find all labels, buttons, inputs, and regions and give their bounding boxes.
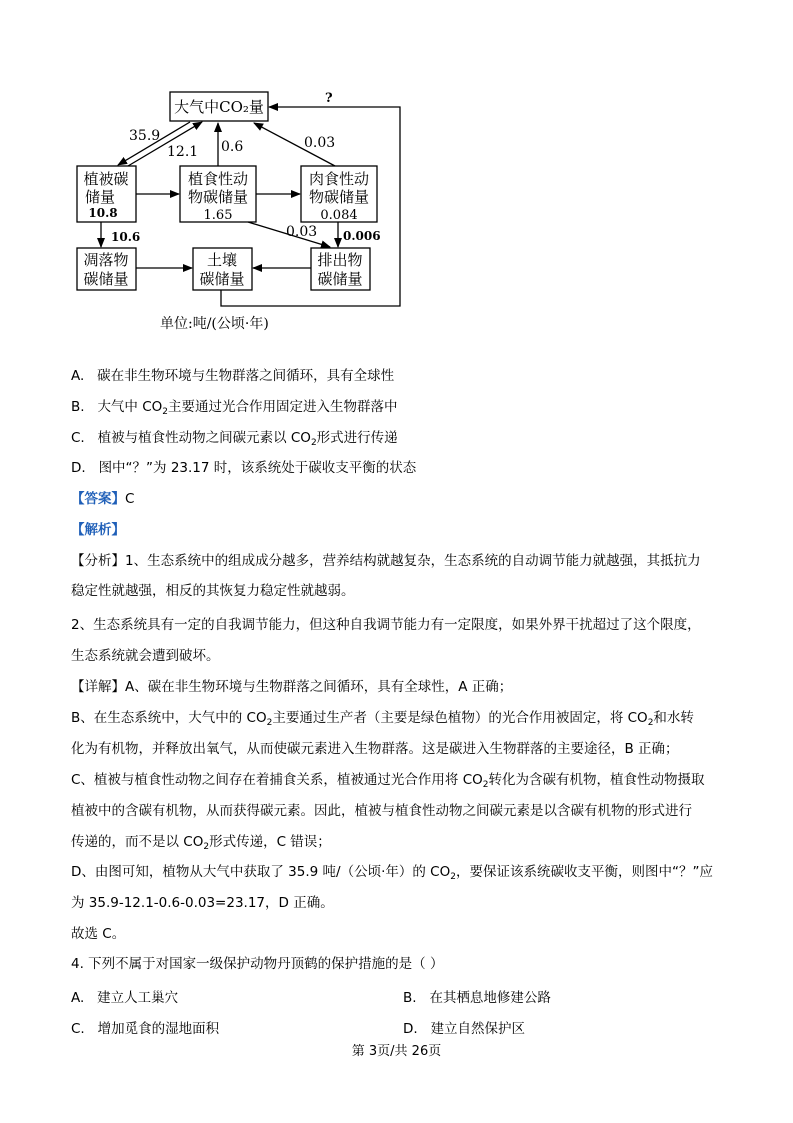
option-text-pre: 大气中 CO xyxy=(97,399,163,415)
label-plant-to-atm: 12.1 xyxy=(167,144,199,160)
analysis-line-2: 稳定性就越强，相反的其恢复力稳定性就越弱。 xyxy=(71,583,355,599)
detail-text: A、碳在非生物环境与生物群落之间循环，具有全球性，A 正确； xyxy=(125,679,513,695)
question-4-option-a xyxy=(71,986,178,1006)
analysis-text: 1、生态系统中的组成成分越多，营养结构就越复杂，生态系统的自动调节能力就越强，其抵抗力 xyxy=(125,553,701,569)
question-4-option-d xyxy=(403,1017,525,1037)
detail-line-c3 xyxy=(71,830,331,852)
subscript: 2 xyxy=(203,842,210,852)
carnivore-value: 0.084 xyxy=(320,208,358,223)
carnivore-label-line2: 物碳储量 xyxy=(308,188,370,206)
soil-label-line1: 土壤 xyxy=(206,251,238,269)
detail-line-b2: 化为有机物，并释放出氧气，从而使碳元素进入生物群落。这是碳进入生物群落的主要途径，B 正确； xyxy=(71,741,679,757)
analysis-line-4: 生态系统就会遭到破坏。 xyxy=(71,648,220,664)
detail-text: C、植被与植食性动物之间存在着捕食关系，植被通过光合作用将 CO xyxy=(71,772,483,788)
answer-tag: 【答案】 xyxy=(71,491,125,507)
detail-line-d1 xyxy=(71,860,713,882)
option-letter: D. xyxy=(71,460,86,476)
analysis-tag: 【解析】 xyxy=(71,522,125,538)
detail-text: B、在生态系统中，大气中的 CO xyxy=(71,710,267,726)
label-soil-to-atm: ? xyxy=(325,91,333,106)
label-carn-to-excreta: 0.006 xyxy=(343,229,381,243)
subscript: 2 xyxy=(266,718,273,728)
detail-text: 转化为含碳有机物，植食性动物摄取 xyxy=(488,772,705,788)
option-text: 建立人工巢穴 xyxy=(97,990,179,1006)
question-4-option-b xyxy=(403,986,551,1006)
question-4-stem: 4. 下列不属于对国家一级保护动物丹顶鹤的保护措施的是（ ） xyxy=(71,956,444,972)
label-carn-to-atm: 0.03 xyxy=(304,135,336,151)
detail-line-c2: 植被中的含碳有机物，从而获得碳元素。因此，植被与植食性动物之间碳元素是以含碳有机物的形式进行 xyxy=(71,803,692,819)
detail-text: 主要通过生产者（主要是绿色植物）的光合作用被固定，将 CO xyxy=(272,710,648,726)
question-4-option-c xyxy=(71,1017,219,1037)
analysis-heading xyxy=(71,518,125,538)
detail-text: 形式传递，C 错误； xyxy=(209,834,331,850)
detail-line-c1 xyxy=(71,768,705,790)
answer-value: C xyxy=(125,491,135,507)
detail-line-b1 xyxy=(71,706,694,728)
answer-line xyxy=(71,487,134,507)
herbivore-label-line1: 植食性动 xyxy=(187,170,249,188)
option-a xyxy=(71,364,394,384)
option-text-post: 主要通过光合作用固定进入生物群落中 xyxy=(168,399,398,415)
plant-label-line1: 植被碳 xyxy=(83,170,129,188)
conclusion: 故选 C。 xyxy=(71,926,126,942)
subscript: 2 xyxy=(162,407,169,417)
option-text-pre: 植被与植食性动物之间碳元素以 CO xyxy=(97,430,311,446)
label-plant-to-litter: 10.6 xyxy=(111,230,141,244)
unit-label: 单位:吨/(公顷·年) xyxy=(160,316,269,332)
detail-text: ，要保证该系统碳收支平衡，则图中“？”应 xyxy=(455,864,713,880)
label-herb-to-atm: 0.6 xyxy=(221,139,244,155)
option-text: 建立自然保护区 xyxy=(430,1021,526,1037)
analysis-line-1 xyxy=(71,549,701,569)
plant-value: 10.8 xyxy=(88,206,118,220)
soil-label-line2: 碳储量 xyxy=(199,270,245,288)
page-number-footer: 第 3页/共 26页 xyxy=(351,1044,442,1059)
option-letter: B. xyxy=(403,990,417,1006)
option-letter: A. xyxy=(71,368,85,384)
option-letter: C. xyxy=(71,1021,85,1037)
option-letter: B. xyxy=(71,399,85,415)
litter-label-line2: 碳储量 xyxy=(83,270,129,288)
analysis-sub-tag: 【分析】 xyxy=(71,553,125,569)
option-text: 图中“？”为 23.17 时，该系统处于碳收支平衡的状态 xyxy=(98,460,417,476)
detail-line-d2: 为 35.9-12.1-0.6-0.03=23.17，D 正确。 xyxy=(71,895,334,911)
option-letter: C. xyxy=(71,430,85,446)
subscript: 2 xyxy=(647,718,654,728)
carnivore-label-line1: 肉食性动 xyxy=(308,170,370,188)
subscript: 2 xyxy=(482,780,489,790)
option-text-post: 形式进行传递 xyxy=(316,430,398,446)
detail-text: 和水转 xyxy=(653,710,694,726)
plant-label-line2: 储量 xyxy=(84,188,116,206)
label-atm-to-plant: 35.9 xyxy=(129,128,161,144)
subscript: 2 xyxy=(450,872,456,882)
option-d xyxy=(71,456,416,476)
carbon-cycle-diagram xyxy=(0,0,420,345)
herbivore-label-line2: 物碳储量 xyxy=(187,188,249,206)
option-letter: A. xyxy=(71,990,85,1006)
option-text: 增加觅食的湿地面积 xyxy=(97,1021,220,1037)
detail-text: 传递的，而不是以 CO xyxy=(71,834,204,850)
option-text: 在其栖息地修建公路 xyxy=(429,990,551,1006)
litter-label-line1: 凋落物 xyxy=(83,251,129,269)
option-text: 碳在非生物环境与生物群落之间循环，具有全球性 xyxy=(97,368,395,384)
detail-line-a xyxy=(71,675,512,695)
detail-text: D、由图可知，植物从大气中获取了 35.9 吨/（公顷·年）的 CO xyxy=(71,864,451,880)
subscript: 2 xyxy=(310,438,317,448)
detail-tag: 【详解】 xyxy=(71,679,125,695)
herbivore-value: 1.65 xyxy=(203,208,233,223)
atmosphere-label: 大气中CO₂量 xyxy=(174,98,264,116)
option-c xyxy=(71,426,398,448)
option-b xyxy=(71,395,398,417)
analysis-line-3: 2、生态系统具有一定的自我调节能力，但这种自我调节能力有一定限度，如果外界干扰超过了这个限度， xyxy=(71,617,701,633)
excreta-label-line2: 碳储量 xyxy=(317,270,363,288)
label-herb-to-excreta: 0.03 xyxy=(286,224,318,240)
option-letter: D. xyxy=(403,1021,418,1037)
excreta-label-line1: 排出物 xyxy=(317,251,363,269)
